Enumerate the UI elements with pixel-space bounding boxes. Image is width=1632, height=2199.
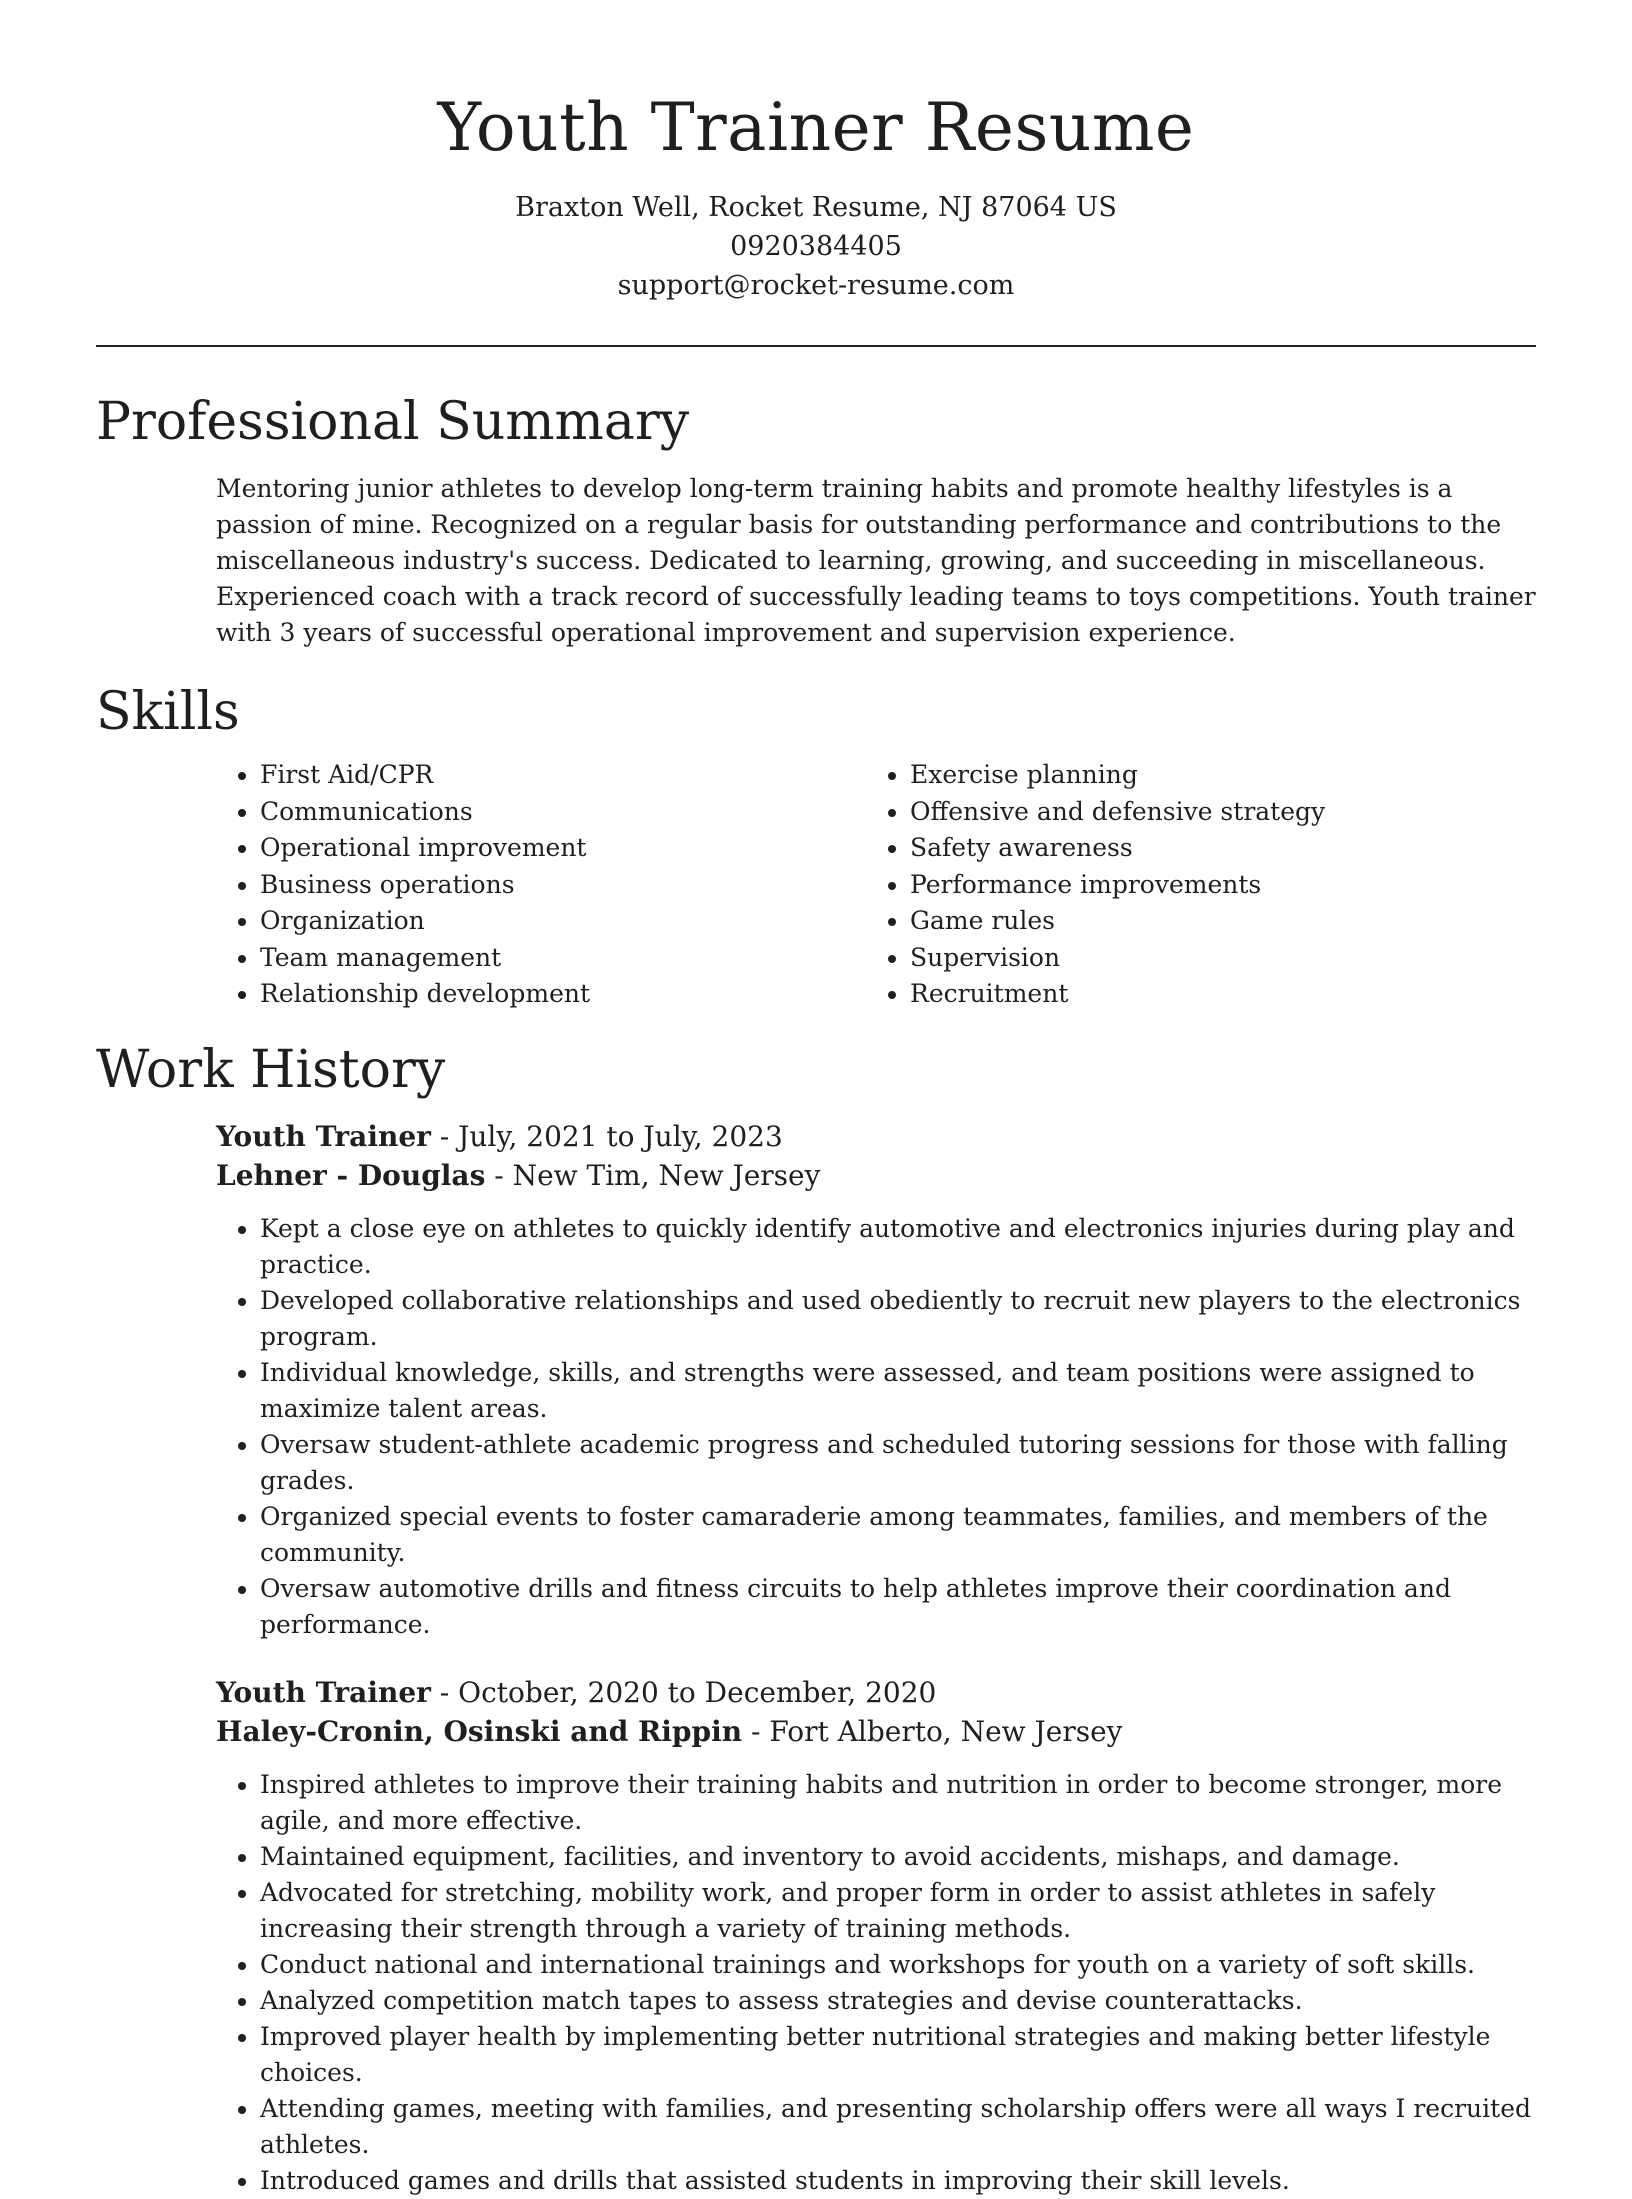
job-header (216, 1673, 1546, 1751)
job-role-line (216, 1673, 1546, 1712)
skill-item: • Safety awareness (910, 830, 1530, 867)
job-bullet: • Kept a close eye on athletes to quickly identify automotive and electronics injuries during play and practice. (260, 1211, 1546, 1283)
contact-phone: 0920384405 (730, 231, 902, 262)
skill-item: • Performance improvements (910, 867, 1530, 904)
skill-item: • Business operations (260, 867, 866, 904)
summary-text: Mentoring junior athletes to develop long-term training habits and promote healthy lifestyles is a passion of mine. Recognized on a regular basis for outstanding performance and contributions to the miscellaneous industry's success. Dedicated to learning, growing, and succeeding in miscellaneous. Experienced coach with a track record of successfully leading teams to toys competitions. Youth trainer with 3 years of successful operational improvement and supervision experience. (216, 474, 1536, 647)
skill-item: • Operational improvement (260, 830, 866, 867)
skill-item: • Recruitment (910, 976, 1530, 1013)
job-company: Lehner - Douglas (216, 1158, 486, 1192)
skills-column-1 (216, 757, 866, 1013)
job-bullets (216, 1211, 1546, 1643)
job-bullet: • Analyzed competition match tapes to assess strategies and devise counterattacks. (260, 1983, 1546, 2019)
skill-item: • First Aid/CPR (260, 757, 866, 794)
skill-item: • Supervision (910, 940, 1530, 977)
job-bullet: • Attending games, meeting with families, and presenting scholarship offers were all ways I recruited athletes. (260, 2091, 1546, 2163)
job-company: Haley-Cronin, Osinski and Rippin (216, 1714, 743, 1748)
job-bullet: • Oversaw automotive drills and fitness circuits to help athletes improve their coordination and performance. (260, 1571, 1546, 1643)
job-role: Youth Trainer (216, 1119, 431, 1153)
job-bullet: • Oversaw student-athlete academic progress and scheduled tutoring sessions for those with falling grades. (260, 1427, 1546, 1499)
skill-item: • Team management (260, 940, 866, 977)
skill-item: • Game rules (910, 903, 1530, 940)
summary-heading: Professional Summary (96, 392, 690, 452)
skills-column-2 (866, 757, 1530, 1013)
contact-email: support@rocket-resume.com (617, 270, 1015, 301)
job-bullet: • Inspired athletes to improve their training habits and nutrition in order to become stronger, more agile, and more effective. (260, 1767, 1546, 1839)
job-header (216, 1117, 1546, 1195)
job-location: - New Tim, New Jersey (485, 1158, 821, 1192)
skills-heading: Skills (96, 682, 240, 742)
job-bullets (216, 1767, 1546, 2199)
job-bullet: • Individual knowledge, skills, and strengths were assessed, and team positions were assigned to maximize talent areas. (260, 1355, 1546, 1427)
skill-item: • Organization (260, 903, 866, 940)
job-role-line (216, 1117, 1546, 1156)
job-bullet: • Conduct national and international trainings and workshops for youth on a variety of soft skills. (260, 1947, 1546, 1983)
resume-header (96, 0, 1536, 305)
job-bullet: • Organized special events to foster camaraderie among teammates, families, and members of the community. (260, 1499, 1546, 1571)
job-bullet: • Introduced games and drills that assisted students in improving their skill levels. (260, 2163, 1546, 2199)
skill-item: • Exercise planning (910, 757, 1530, 794)
job-bullet: • Improved player health by implementing better nutritional strategies and making better lifestyle choices. (260, 2019, 1546, 2091)
job-company-line (216, 1156, 1546, 1195)
job-dates: - October, 2020 to December, 2020 (430, 1675, 937, 1709)
job-location: - Fort Alberto, New Jersey (742, 1714, 1123, 1748)
job-bullet: • Maintained equipment, facilities, and inventory to avoid accidents, mishaps, and damage. (260, 1839, 1546, 1875)
job-role: Youth Trainer (216, 1675, 431, 1709)
skill-item: • Relationship development (260, 976, 866, 1013)
job-entry (216, 1117, 1546, 1643)
skill-item: • Communications (260, 794, 866, 831)
contact-info (96, 188, 1536, 305)
job-entry (216, 1673, 1546, 2199)
resume-title: Youth Trainer Resume (437, 89, 1195, 166)
contact-address: Braxton Well, Rocket Resume, NJ 87064 US (515, 192, 1117, 223)
skill-item: • Offensive and defensive strategy (910, 794, 1530, 831)
header-divider (96, 345, 1536, 347)
resume-page (96, 0, 1536, 2199)
job-company-line (216, 1712, 1546, 1751)
job-bullet: • Developed collaborative relationships and used obediently to recruit new players to the electronics program. (260, 1283, 1546, 1355)
skills-list (216, 757, 1536, 1013)
job-dates: - July, 2021 to July, 2023 (430, 1119, 783, 1153)
job-bullet: • Advocated for stretching, mobility work, and proper form in order to assist athletes in safely increasing their strength through a variety of training methods. (260, 1875, 1546, 1947)
work-history-heading: Work History (96, 1039, 446, 1100)
